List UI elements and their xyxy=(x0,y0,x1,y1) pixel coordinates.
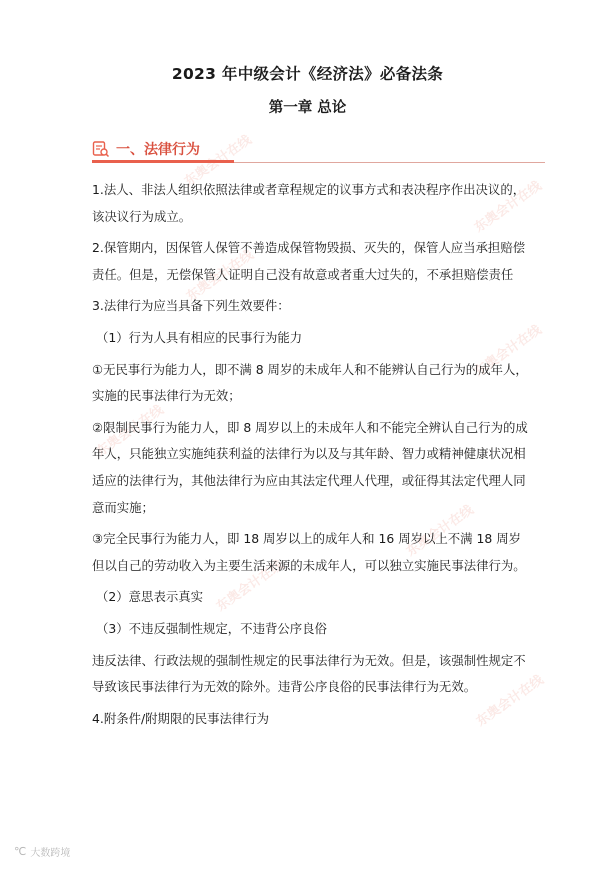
paragraph: 3.法律行为应当具备下列生效要件： xyxy=(92,298,290,314)
paragraph: 4.附条件/附期限的民事法律行为 xyxy=(92,710,270,726)
footer-brand xyxy=(14,844,70,859)
watermark: 东奥会计在线 xyxy=(93,402,167,460)
watermark: 东奥会计在线 xyxy=(471,322,545,380)
watermark: 东奥会计在线 xyxy=(181,132,255,190)
watermark: 东奥会计在线 xyxy=(473,672,547,730)
paragraph: 违反法律、行政法规的强制性规定的民事法律行为无效。但是，该强制性规定不导致该民事法律行为无效的除外。违背公序良俗的民事法律行为无效。 xyxy=(92,652,526,695)
watermark: 东奥会计在线 xyxy=(183,247,257,305)
search-document-icon xyxy=(92,140,110,158)
section-divider-accent xyxy=(92,160,234,163)
section-label: 一、法律行为 xyxy=(116,142,200,158)
paragraph: 2.保管期内，因保管人保管不善造成保管物毁损、灭失的，保管人应当承担赔偿责任。但是，无偿保管人证明自己没有故意或者重大过失的，不承担赔偿责任 xyxy=(92,240,526,282)
watermark: 东奥会计在线 xyxy=(471,178,545,236)
paragraph: ①无民事行为能力人，即不满 8 周岁的未成年人和不能辨认自己行为的成年人，实施的民事法律行为无效； xyxy=(92,361,528,404)
paragraph: （2）意思表示真实 xyxy=(96,589,204,605)
watermark: 东奥会计在线 xyxy=(213,557,287,615)
paragraph: ②限制民事行为能力人，即 8 周岁以上的未成年人和不能完全辨认自己行为的成年人，只能独立实施纯获利益的法律行为以及与其年龄、智力或精神健康状况相适应的法律行为，其他法律行为应由其法定代理人代理，或征得其法定代理人同意而实施； xyxy=(92,419,528,515)
paragraph: ③完全民事行为能力人，即 18 周岁以上的成年人和 16 周岁以上不满 18 周岁但以自己的劳动收入为主要生活来源的未成年人，可以独立实施民事法律行为。 xyxy=(92,531,526,573)
chapter-title: 第一章 总论 xyxy=(268,100,347,116)
document-body xyxy=(92,177,532,732)
document-title: 2023 年中级会计《经济法》必备法条 xyxy=(171,65,444,83)
paragraph: （3）不违反强制性规定，不违背公序良俗 xyxy=(96,620,327,636)
brand-logo-icon: ℃ xyxy=(14,845,27,858)
footer-label: 大数跨境 xyxy=(30,848,71,859)
section-header xyxy=(92,137,200,161)
paragraph: （1）行为人具有相应的民事行为能力 xyxy=(96,329,303,345)
paragraph: 1.法人、非法人组织依照法律或者章程规定的议事方式和表决程序作出决议的，该决议行为成立。 xyxy=(92,182,526,224)
watermark: 东奥会计在线 xyxy=(403,502,477,560)
